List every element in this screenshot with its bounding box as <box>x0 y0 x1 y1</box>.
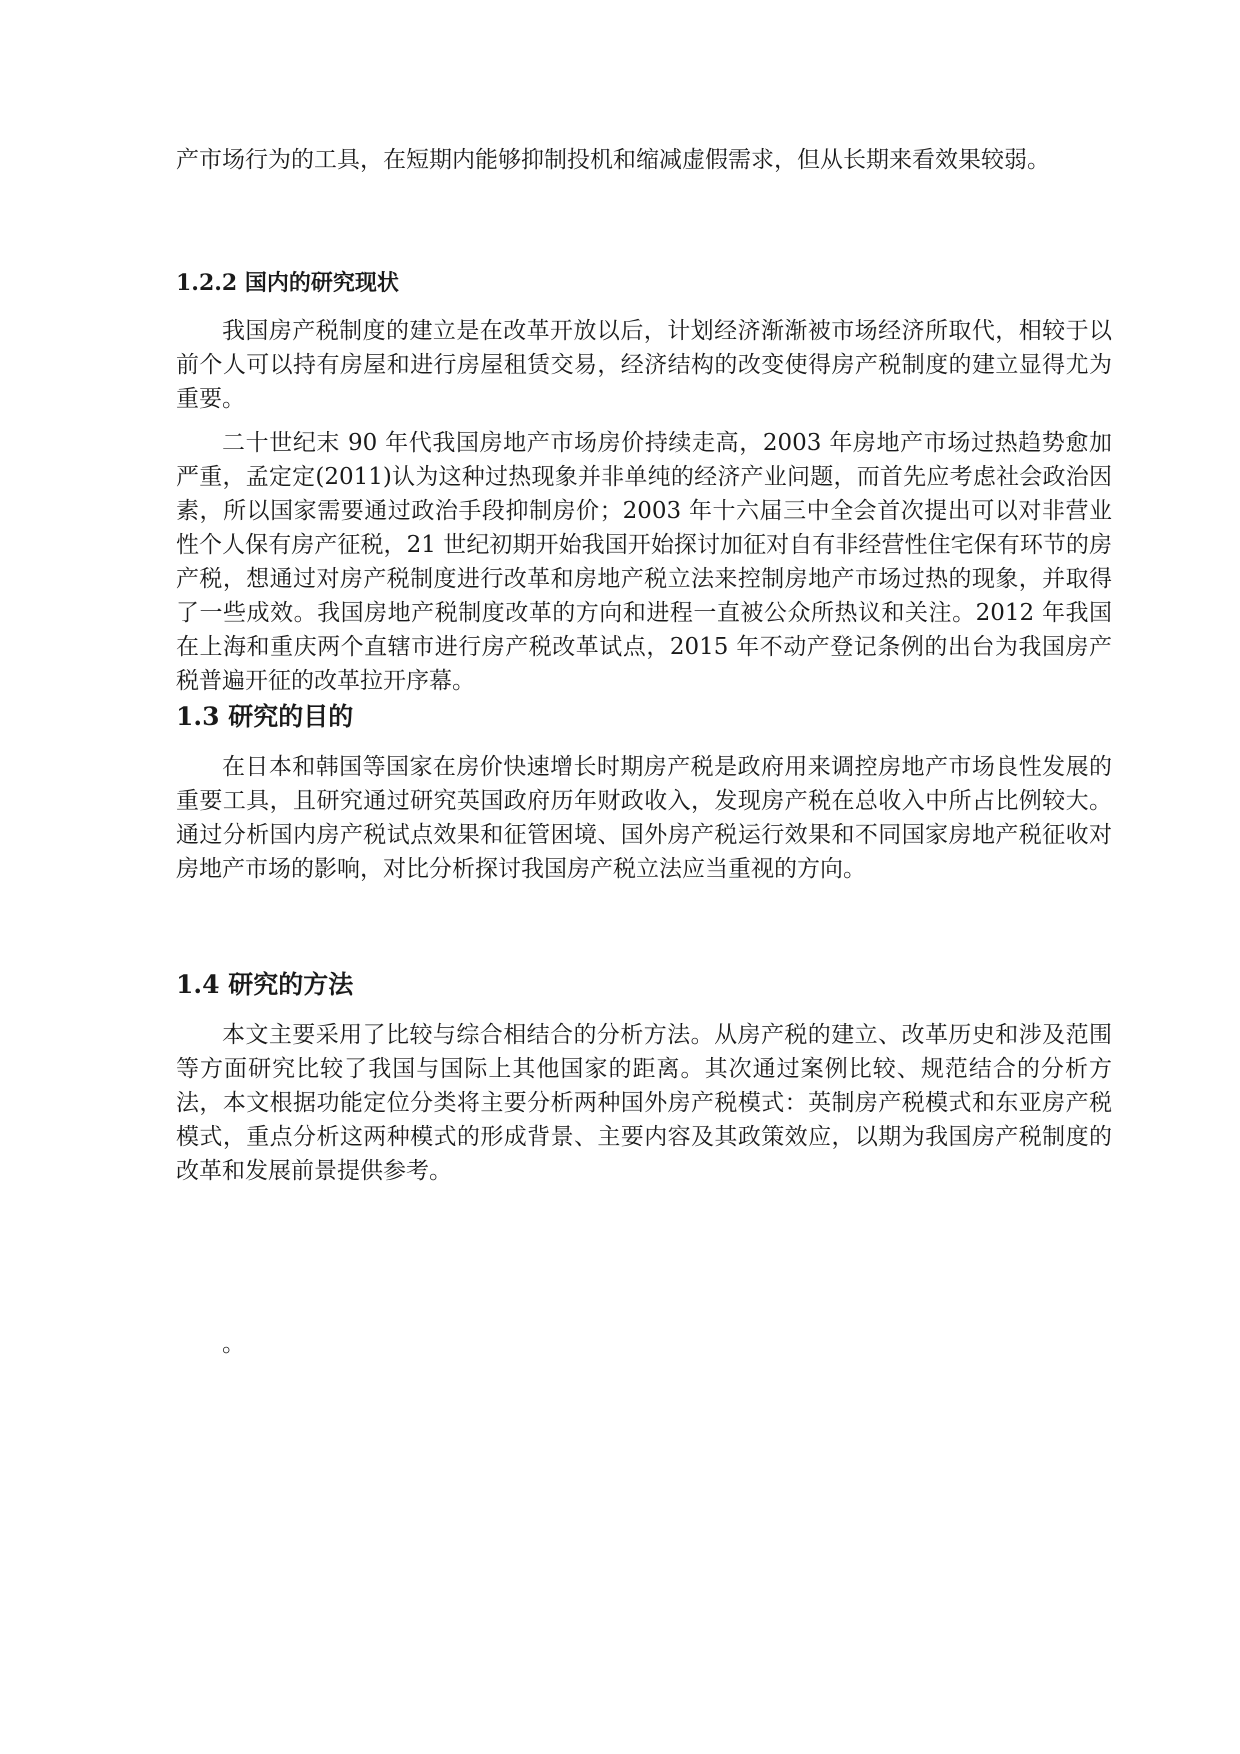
section-1-2-2-heading: 1.2.2 国内的研究现状 <box>176 270 399 296</box>
trailing-period-mark: 。 <box>222 1331 245 1357</box>
section-1-3-paragraph: 在日本和韩国等国家在房价快速增长时期房产税是政府用来调控房地产市场良性发展的重要工具，且研究通过研究英国政府历年财政收入，发现房产税在总收入中所占比例较大。通过分析国内房产税试点效果和征管困境、国外房产税运行效果和不同国家房地产税征收对房地产市场的影响，对比分析探讨我国房产税立法应当重视的方向。 <box>176 754 1112 882</box>
section-1-2-2-paragraph-1: 我国房产税制度的建立是在改革开放以后，计划经济渐渐被市场经济所取代，相较于以前个人可以持有房屋和进行房屋租赁交易，经济结构的改变使得房产税制度的建立显得尤为重要。 <box>176 318 1112 412</box>
section-1-4-paragraph: 本文主要采用了比较与综合相结合的分析方法。从房产税的建立、改革历史和涉及范围等方面研究比较了我国与国际上其他国家的距离。其次通过案例比较、规范结合的分析方法，本文根据功能定位分类将主要分析两种国外房产税模式：英制房产税模式和东亚房产税模式，重点分析这两种模式的形成背景、主要内容及其政策效应，以期为我国房产税制度的改革和发展前景提供参考。 <box>176 1022 1112 1184</box>
continued-paragraph: 产市场行为的工具，在短期内能够抑制投机和缩减虚假需求，但从长期来看效果较弱。 <box>176 147 1050 173</box>
section-1-2-2-paragraph-2: 二十世纪末 90 年代我国房地产市场房价持续走高，2003 年房地产市场过热趋势愈加严重，孟定定(2011)认为这种过热现象并非单纯的经济产业问题，而首先应考虑社会政治因素，所以国家需要通过政治手段抑制房价；2003 年十六届三中全会首次提出可以对非营业性个人保有房产征税，21 世纪初期开始我国开始探讨加征对自有非经营性住宅保有环节的房产税，想通过对房产税制度进行改革和房地产税立法来控制房地产市场过热的现象，并取得了一些成效。我国房地产税制度改革的方向和进程一直被公众所热议和关注。2012 年我国在上海和重庆两个直辖市进行房产税改革试点，2015 年不动产登记条例的出台为我国房产税普遍开征的改革拉开序幕。 <box>176 430 1112 694</box>
section-1-3-heading: 1.3 研究的目的 <box>176 702 354 731</box>
section-1-4-heading: 1.4 研究的方法 <box>176 970 354 999</box>
